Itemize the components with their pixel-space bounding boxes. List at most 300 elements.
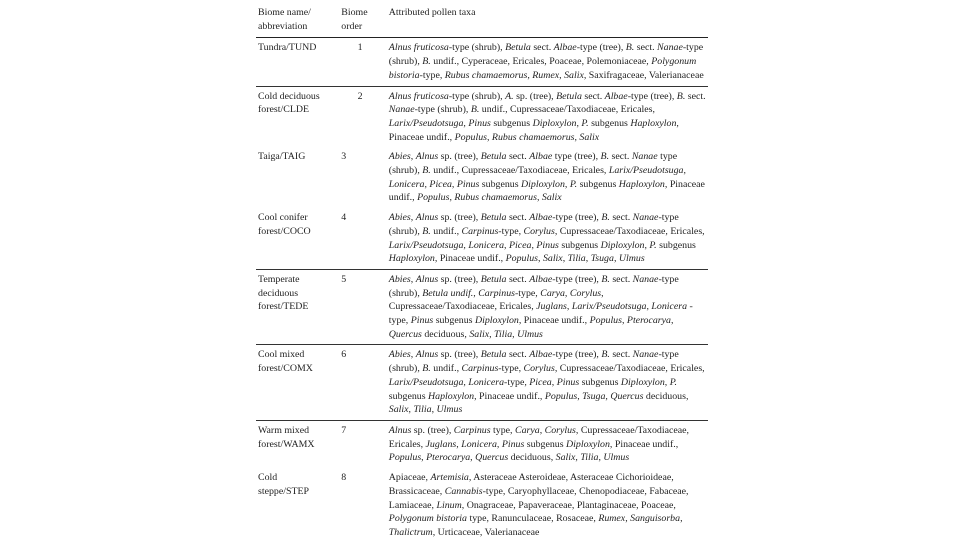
taxon-text: , [625, 513, 631, 525]
taxon-text: , [473, 287, 479, 299]
taxon-text: , [421, 452, 427, 464]
taxon-italic: Albae [604, 90, 628, 102]
taxon-italic: Haploxylon [618, 178, 665, 190]
biome-order-cell: 8 [341, 472, 347, 484]
taxon-italic: Thalictrum [388, 526, 433, 538]
taxon-italic: Quercus [610, 390, 644, 402]
pollen-taxa-cell [381, 468, 708, 543]
taxon-italic: Pterocarya [426, 452, 471, 464]
taxon-italic: Quercus [388, 328, 422, 340]
taxon-italic: Carpinus [461, 225, 499, 237]
taxon-text: Apiaceae, [388, 472, 431, 484]
biome-name-cell [256, 38, 335, 86]
table-header-row [256, 3, 708, 38]
header-text: order [341, 20, 363, 32]
taxon-text: , [504, 239, 509, 251]
taxon-italic: Albae [529, 212, 553, 224]
taxon-text: deciduous, [508, 452, 556, 464]
pollen-taxa-cell [381, 345, 708, 421]
taxon-italic: Salix [542, 253, 563, 265]
taxon-italic: Alnus fruticosa [388, 42, 449, 54]
taxon-text: deciduous, [421, 328, 470, 340]
taxon-text: -type, Caryophyllaceae, Chenopodiaceae, Fabaceae, Lamiaceae, [388, 485, 689, 511]
taxon-italic: Diploxylon [600, 239, 645, 251]
taxon-italic: Carpinus [478, 287, 515, 299]
taxon-text: , [598, 452, 604, 464]
taxon-text: , [410, 349, 416, 361]
taxon-italic: P. [581, 117, 589, 129]
table-row [256, 86, 708, 147]
taxon-italic: Salix [579, 131, 600, 143]
table-body [256, 38, 708, 543]
taxon-text: sect. [506, 349, 530, 361]
taxon-italic: Diploxylon [474, 315, 519, 327]
taxon-italic: P. [569, 178, 578, 190]
taxon-italic: B. [601, 273, 610, 285]
taxon-italic: Haploxylon [388, 253, 435, 265]
header-text: abbreviation [258, 20, 308, 32]
biome-name-cell [256, 345, 335, 421]
taxon-italic: Abies [388, 349, 411, 361]
taxon-text: -type, [498, 363, 524, 375]
taxon-italic: Nanae [631, 151, 658, 163]
taxon-italic: Rubus chamaemorus [491, 131, 575, 143]
taxon-text: , [621, 315, 627, 327]
taxon-text: , [575, 452, 581, 464]
taxon-italic: Salix [541, 192, 562, 204]
taxon-italic: Polygonum bistoria [388, 513, 467, 525]
taxon-text: , [644, 239, 650, 251]
taxon-italic: Pinus [410, 315, 434, 327]
taxon-text: , [613, 253, 619, 265]
taxon-italic: Diploxylon [532, 117, 577, 129]
taxon-italic: Pinus [536, 239, 559, 251]
taxon-italic: Betula [556, 90, 582, 102]
taxon-italic: Alnus [415, 151, 439, 163]
taxon-text: -type (tree), [552, 212, 602, 224]
taxon-text: sect. [634, 42, 658, 54]
taxon-italic: Ulmus [436, 404, 463, 416]
taxon-italic: Carya [540, 287, 565, 299]
biome-name-text: forest/WAMX [258, 438, 315, 450]
taxon-italic: Haploxylon [428, 390, 475, 402]
taxon-text: -type (tree), [552, 273, 602, 285]
taxon-italic: Carpinus [453, 424, 491, 436]
pollen-taxa-cell [381, 38, 708, 86]
taxon-text: , [424, 178, 430, 190]
taxon-italic: Pinus [456, 178, 480, 190]
taxon-text: , Pinaceae undif., [518, 315, 590, 327]
header-text: Biome name/ [258, 7, 311, 18]
taxon-text: , [463, 376, 469, 388]
taxon-italic: Abies [388, 151, 411, 163]
taxon-text: , [566, 301, 572, 313]
taxon-italic: Larix/Pseudotsuga [388, 117, 464, 129]
taxon-text: , [527, 69, 533, 81]
pollen-taxa-cell [381, 86, 708, 147]
taxon-italic: Salix [388, 404, 409, 416]
taxon-italic: Salix [555, 452, 576, 464]
taxon-text: sect. [506, 273, 530, 285]
biome-name-cell [256, 420, 335, 468]
biome-name-cell [256, 269, 335, 345]
table-row [256, 468, 708, 543]
taxon-italic: B. [625, 42, 635, 54]
taxon-text: subgenus [433, 315, 475, 327]
taxon-italic: Polygonum bistoria [388, 56, 697, 81]
biome-name-text: Cool conifer [258, 212, 308, 224]
taxon-text: sect. [506, 151, 530, 163]
taxon-text: , Asteraceae Asteroideae, Asteraceae Cichorioideae, Brassicaceae, [388, 472, 674, 497]
taxon-text: , Cupressaceae/Taxodiaceae, Ericales, [388, 287, 604, 313]
taxon-text: -type (shrub), [448, 90, 506, 102]
taxon-italic: Tilia [567, 253, 586, 265]
taxon-text: subgenus [656, 239, 696, 251]
taxon-text: , Cupressaceae/Taxodiaceae, Ericales, [554, 363, 705, 375]
taxon-text: -type (shrub), [414, 104, 471, 116]
table-row [256, 147, 708, 208]
biome-order-cell: 2 [357, 90, 363, 102]
taxon-text: , Pinaceae undif., [474, 390, 545, 402]
taxon-italic: A. [505, 90, 514, 102]
taxon-text: , [451, 178, 457, 190]
pollen-taxa-cell [381, 269, 708, 345]
taxon-text: subgenus [588, 117, 631, 129]
taxon-italic: Lonicera [468, 376, 505, 388]
taxon-text: undif., Cupressaceae/Taxodiaceae, Ericales, [430, 165, 609, 177]
taxon-text: , [562, 253, 568, 265]
taxon-text: subgenus [524, 438, 567, 450]
taxon-italic: Pinus [468, 117, 491, 129]
taxon-text: , [486, 131, 492, 143]
taxon-text: , [559, 69, 565, 81]
taxon-italic: Picea [508, 239, 532, 251]
taxon-italic: Picea [529, 376, 552, 388]
taxon-italic: Ulmus [618, 253, 645, 265]
taxon-italic: Lonicera [651, 301, 688, 313]
taxon-text: , [539, 424, 545, 436]
header-pollen-taxa: Attributed pollen taxa [381, 3, 708, 38]
taxon-text: sect. [581, 90, 605, 102]
biome-order-cell: 4 [335, 208, 381, 269]
taxon-italic: P. [649, 239, 657, 251]
taxon-italic: Picea [429, 178, 452, 190]
taxon-italic: Juglans [536, 301, 567, 313]
taxon-italic: Betula [480, 151, 507, 163]
taxon-italic: Albae [529, 151, 553, 163]
taxon-text: , [536, 192, 542, 204]
taxon-text: , Urticaceae, Valerianaceae [432, 526, 540, 538]
biome-name-cell [256, 147, 335, 208]
taxon-text: -type (tree), [552, 349, 602, 361]
taxon-italic: Alnus fruticosa [388, 90, 449, 102]
pollen-taxa-cell [381, 147, 708, 208]
taxon-text: -type, [419, 69, 445, 81]
taxon-italic: Betula [480, 212, 507, 224]
taxon-text: , Pinaceae undif., [388, 117, 679, 143]
biome-name-cell [256, 86, 335, 147]
header-biome-order [335, 3, 381, 38]
taxon-italic: Larix/Pseudotsuga [571, 301, 647, 313]
taxon-italic: Betula [505, 42, 531, 54]
taxon-italic: Tsuga [590, 253, 614, 265]
taxon-italic: Linum [436, 499, 462, 511]
taxon-text: , [538, 253, 543, 265]
taxon-text: , [574, 131, 580, 143]
taxon-italic: B. [601, 349, 610, 361]
taxon-text: , [564, 178, 570, 190]
taxon-italic: Pterocarya [626, 315, 671, 327]
taxon-text: , [456, 438, 462, 450]
biome-name-cell [256, 208, 335, 269]
table-row [256, 420, 708, 468]
biome-pollen-table [256, 3, 708, 543]
header-biome-name [256, 3, 335, 38]
taxon-italic: Diploxylon [566, 438, 610, 450]
taxon-text: -type, [388, 301, 693, 327]
taxon-italic: Tilia [494, 328, 513, 340]
taxon-text: undif., [430, 225, 462, 237]
taxon-italic: Alnus [415, 349, 439, 361]
taxon-text: sp. (tree), [438, 349, 481, 361]
taxon-italic: Rubus chamaemorus [444, 69, 528, 81]
taxon-italic: Larix/Pseudotsuga [388, 239, 464, 251]
biome-name-text: forest/COMX [258, 363, 313, 375]
taxon-italic: B. [600, 151, 610, 163]
taxon-text: undif., [430, 363, 462, 375]
pollen-taxa-cell [381, 420, 708, 468]
taxon-italic: Albae [553, 42, 577, 54]
taxon-italic: Lonicera [461, 438, 497, 450]
taxon-italic: Nanae [632, 273, 659, 285]
taxon-text: sp. (tree), [513, 90, 557, 102]
taxon-text: deciduous, [643, 390, 689, 402]
taxon-italic: Tsuga [582, 390, 606, 402]
taxon-italic: Corylus [523, 363, 555, 375]
taxon-italic: Juglans [425, 438, 457, 450]
taxon-text: , Pinaceae undif., [388, 178, 705, 204]
taxon-italic: Populus [505, 253, 538, 265]
taxon-text: sect. [609, 212, 633, 224]
taxon-italic: Albae [529, 349, 553, 361]
taxon-italic: Populus [417, 192, 450, 204]
table-row [256, 345, 708, 421]
taxon-text: subgenus [490, 117, 533, 129]
taxon-text: sect. [530, 42, 554, 54]
biome-order-cell: 6 [335, 345, 381, 421]
taxon-text: , Cupressaceae/Taxodiaceae, Ericales, [554, 225, 705, 237]
taxon-italic: Betula [480, 349, 507, 361]
taxon-text: sect. [609, 349, 633, 361]
table-row [256, 38, 708, 86]
taxon-text: subgenus [479, 178, 522, 190]
biome-order-cell: 1 [335, 38, 381, 86]
taxon-italic: Nanae [657, 42, 683, 54]
biome-name-text: Taiga/TAIG [258, 151, 306, 163]
taxon-italic: Alnus [388, 424, 412, 436]
taxon-italic: Abies [388, 273, 411, 285]
taxon-italic: Alnus [415, 273, 439, 285]
taxon-text: , Onagraceae, Papaveraceae, Plantaginaceae, Poaceae, [461, 499, 676, 511]
taxon-italic: Nanae [632, 212, 659, 224]
taxon-text: sect. [506, 212, 530, 224]
taxon-text: , [605, 390, 611, 402]
taxon-italic: B. [422, 56, 431, 68]
taxon-text: , [408, 404, 414, 416]
header-text: Biome [341, 7, 368, 18]
taxon-italic: Ulmus [517, 328, 543, 340]
taxon-italic: Larix/Pseudotsuga [608, 165, 684, 177]
taxon-italic: Nanae [632, 349, 659, 361]
taxon-italic: Corylus [523, 225, 555, 237]
taxon-text: subgenus [558, 239, 601, 251]
biome-order-cell: 7 [341, 424, 347, 436]
taxon-italic: B. [601, 212, 610, 224]
taxon-text: , [410, 212, 416, 224]
taxon-text: , [531, 239, 537, 251]
taxon-text: , [664, 376, 670, 388]
taxon-text: , [463, 239, 469, 251]
taxon-italic: Populus [388, 452, 422, 464]
taxon-text: subgenus [388, 390, 429, 402]
taxon-text: undif., Cyperaceae, Ericales, Poaceae, Polemoniaceae, [430, 56, 652, 68]
taxon-italic: Abies [388, 212, 411, 224]
taxon-text: , [496, 438, 502, 450]
taxon-italic: B. [422, 165, 431, 177]
taxon-italic: Carya [515, 424, 540, 436]
biome-name-text: forest/COCO [258, 225, 311, 237]
taxon-text: , [564, 287, 570, 299]
taxon-italic: B. [422, 225, 431, 237]
taxon-italic: Corylus [544, 424, 576, 436]
biome-name-text: steppe/STEP [258, 485, 310, 497]
taxon-text: , [576, 117, 582, 129]
taxon-text: type (shrub), [388, 151, 678, 177]
taxon-text: , [585, 253, 591, 265]
taxon-text: type (tree), [552, 151, 601, 163]
taxon-italic: B. [470, 104, 480, 116]
taxon-text: , [410, 273, 416, 285]
taxon-italic: Rumex [598, 513, 626, 525]
taxon-italic: Populus [589, 315, 622, 327]
taxon-text: , [680, 513, 683, 525]
biome-name-text: Temperate [258, 273, 300, 285]
taxon-italic: Albae [529, 273, 553, 285]
taxon-italic: Rumex [532, 69, 560, 81]
taxon-italic: Populus [454, 131, 487, 143]
taxon-text: , [551, 376, 557, 388]
taxon-text: subgenus [577, 178, 619, 190]
taxon-italic: Nanae [388, 104, 415, 116]
taxon-italic: Haploxylon [630, 117, 677, 129]
taxon-text: , [463, 117, 469, 129]
taxon-italic: Rubus chamaemorus [454, 192, 537, 204]
biome-order-cell: 3 [341, 151, 347, 163]
taxon-italic: Diploxylon [620, 376, 665, 388]
taxon-italic: Populus [544, 390, 578, 402]
taxon-text: sp. (tree), [438, 273, 481, 285]
taxon-italic: Diploxylon [521, 178, 565, 190]
taxon-text: , [683, 165, 686, 177]
taxon-italic: Alnus [415, 212, 439, 224]
biome-name-text: forest/TEDE [258, 301, 309, 313]
taxon-text: sect. [685, 90, 706, 102]
taxon-italic: B. [676, 90, 686, 102]
taxon-text: -type (shrub), [448, 42, 506, 54]
taxon-text: -type (shrub), [388, 273, 679, 299]
taxon-text: , [489, 328, 495, 340]
taxon-text: , [670, 315, 674, 327]
taxon-italic: Corylus [569, 287, 602, 299]
biome-name-text: Cool mixed [258, 349, 305, 361]
biome-name-text: Tundra/TUND [258, 42, 317, 54]
biome-order-cell: 5 [335, 269, 381, 345]
taxon-text: type, Ranunculaceae, Rosaceae, [466, 513, 599, 525]
taxon-text: undif., Cupressaceae/Taxodiaceae, Ericales, [479, 104, 655, 116]
taxon-italic: Lonicera [468, 239, 505, 251]
taxon-italic: Artemisia [430, 472, 469, 484]
taxon-text: -type (shrub), [388, 212, 679, 237]
taxon-italic: Quercus [475, 452, 509, 464]
taxon-text: subgenus [579, 376, 621, 388]
biome-name-text: forest/CLDE [258, 104, 310, 116]
taxon-italic: Tilia [580, 452, 599, 464]
biome-name-text: Cold [258, 472, 278, 484]
taxon-text: sect. [609, 273, 633, 285]
taxon-italic: B. [422, 363, 431, 375]
taxon-text: -type (shrub), [388, 42, 704, 68]
taxon-italic: Tilia [413, 404, 432, 416]
taxon-text: , Saxifragaceae, Valerianaceae [583, 69, 704, 81]
taxon-text: , [470, 452, 476, 464]
taxon-italic: Ulmus [603, 452, 630, 464]
taxon-text: , Cupressaceae/Taxodiaceae, Ericales, [388, 424, 689, 450]
taxon-text: -type (shrub), [388, 349, 679, 375]
taxon-italic: Salix [564, 69, 584, 81]
biome-name-cell [256, 468, 335, 543]
taxon-text: -type (tree), [627, 90, 677, 102]
taxon-text: , [512, 328, 518, 340]
taxon-italic: Carpinus [461, 363, 499, 375]
taxon-text: , [410, 151, 416, 163]
taxon-text: -type, [515, 287, 541, 299]
table-row [256, 269, 708, 345]
taxon-text: sp. (tree), [438, 151, 481, 163]
taxon-text: sp. (tree), [411, 424, 454, 436]
taxon-italic: Sanguisorba [630, 513, 681, 525]
taxon-text: -type (tree), [576, 42, 626, 54]
taxon-italic: Betula undif. [422, 287, 474, 299]
taxon-text: sp. (tree), [438, 212, 481, 224]
taxon-text: -type, [498, 225, 524, 237]
biome-name-text: Warm mixed [258, 424, 310, 436]
taxon-italic: Pinus [501, 438, 525, 450]
taxon-text: , Pinaceae undif., [609, 438, 679, 450]
taxon-italic: Cannabis [444, 485, 483, 497]
taxon-text: , Pinaceae undif., [434, 253, 506, 265]
taxon-italic: P. [669, 376, 677, 388]
taxon-text: -type, [504, 376, 530, 388]
taxon-text: sect. [609, 151, 632, 163]
biome-name-text: Cold deciduous [258, 90, 320, 102]
pollen-taxa-cell [381, 208, 708, 269]
taxon-italic: Salix [469, 328, 490, 340]
taxon-italic: Betula [480, 273, 507, 285]
table-row [256, 208, 708, 269]
taxon-text: , [449, 192, 455, 204]
taxon-text: type, [490, 424, 515, 436]
taxon-italic: Lonicera [388, 178, 425, 190]
